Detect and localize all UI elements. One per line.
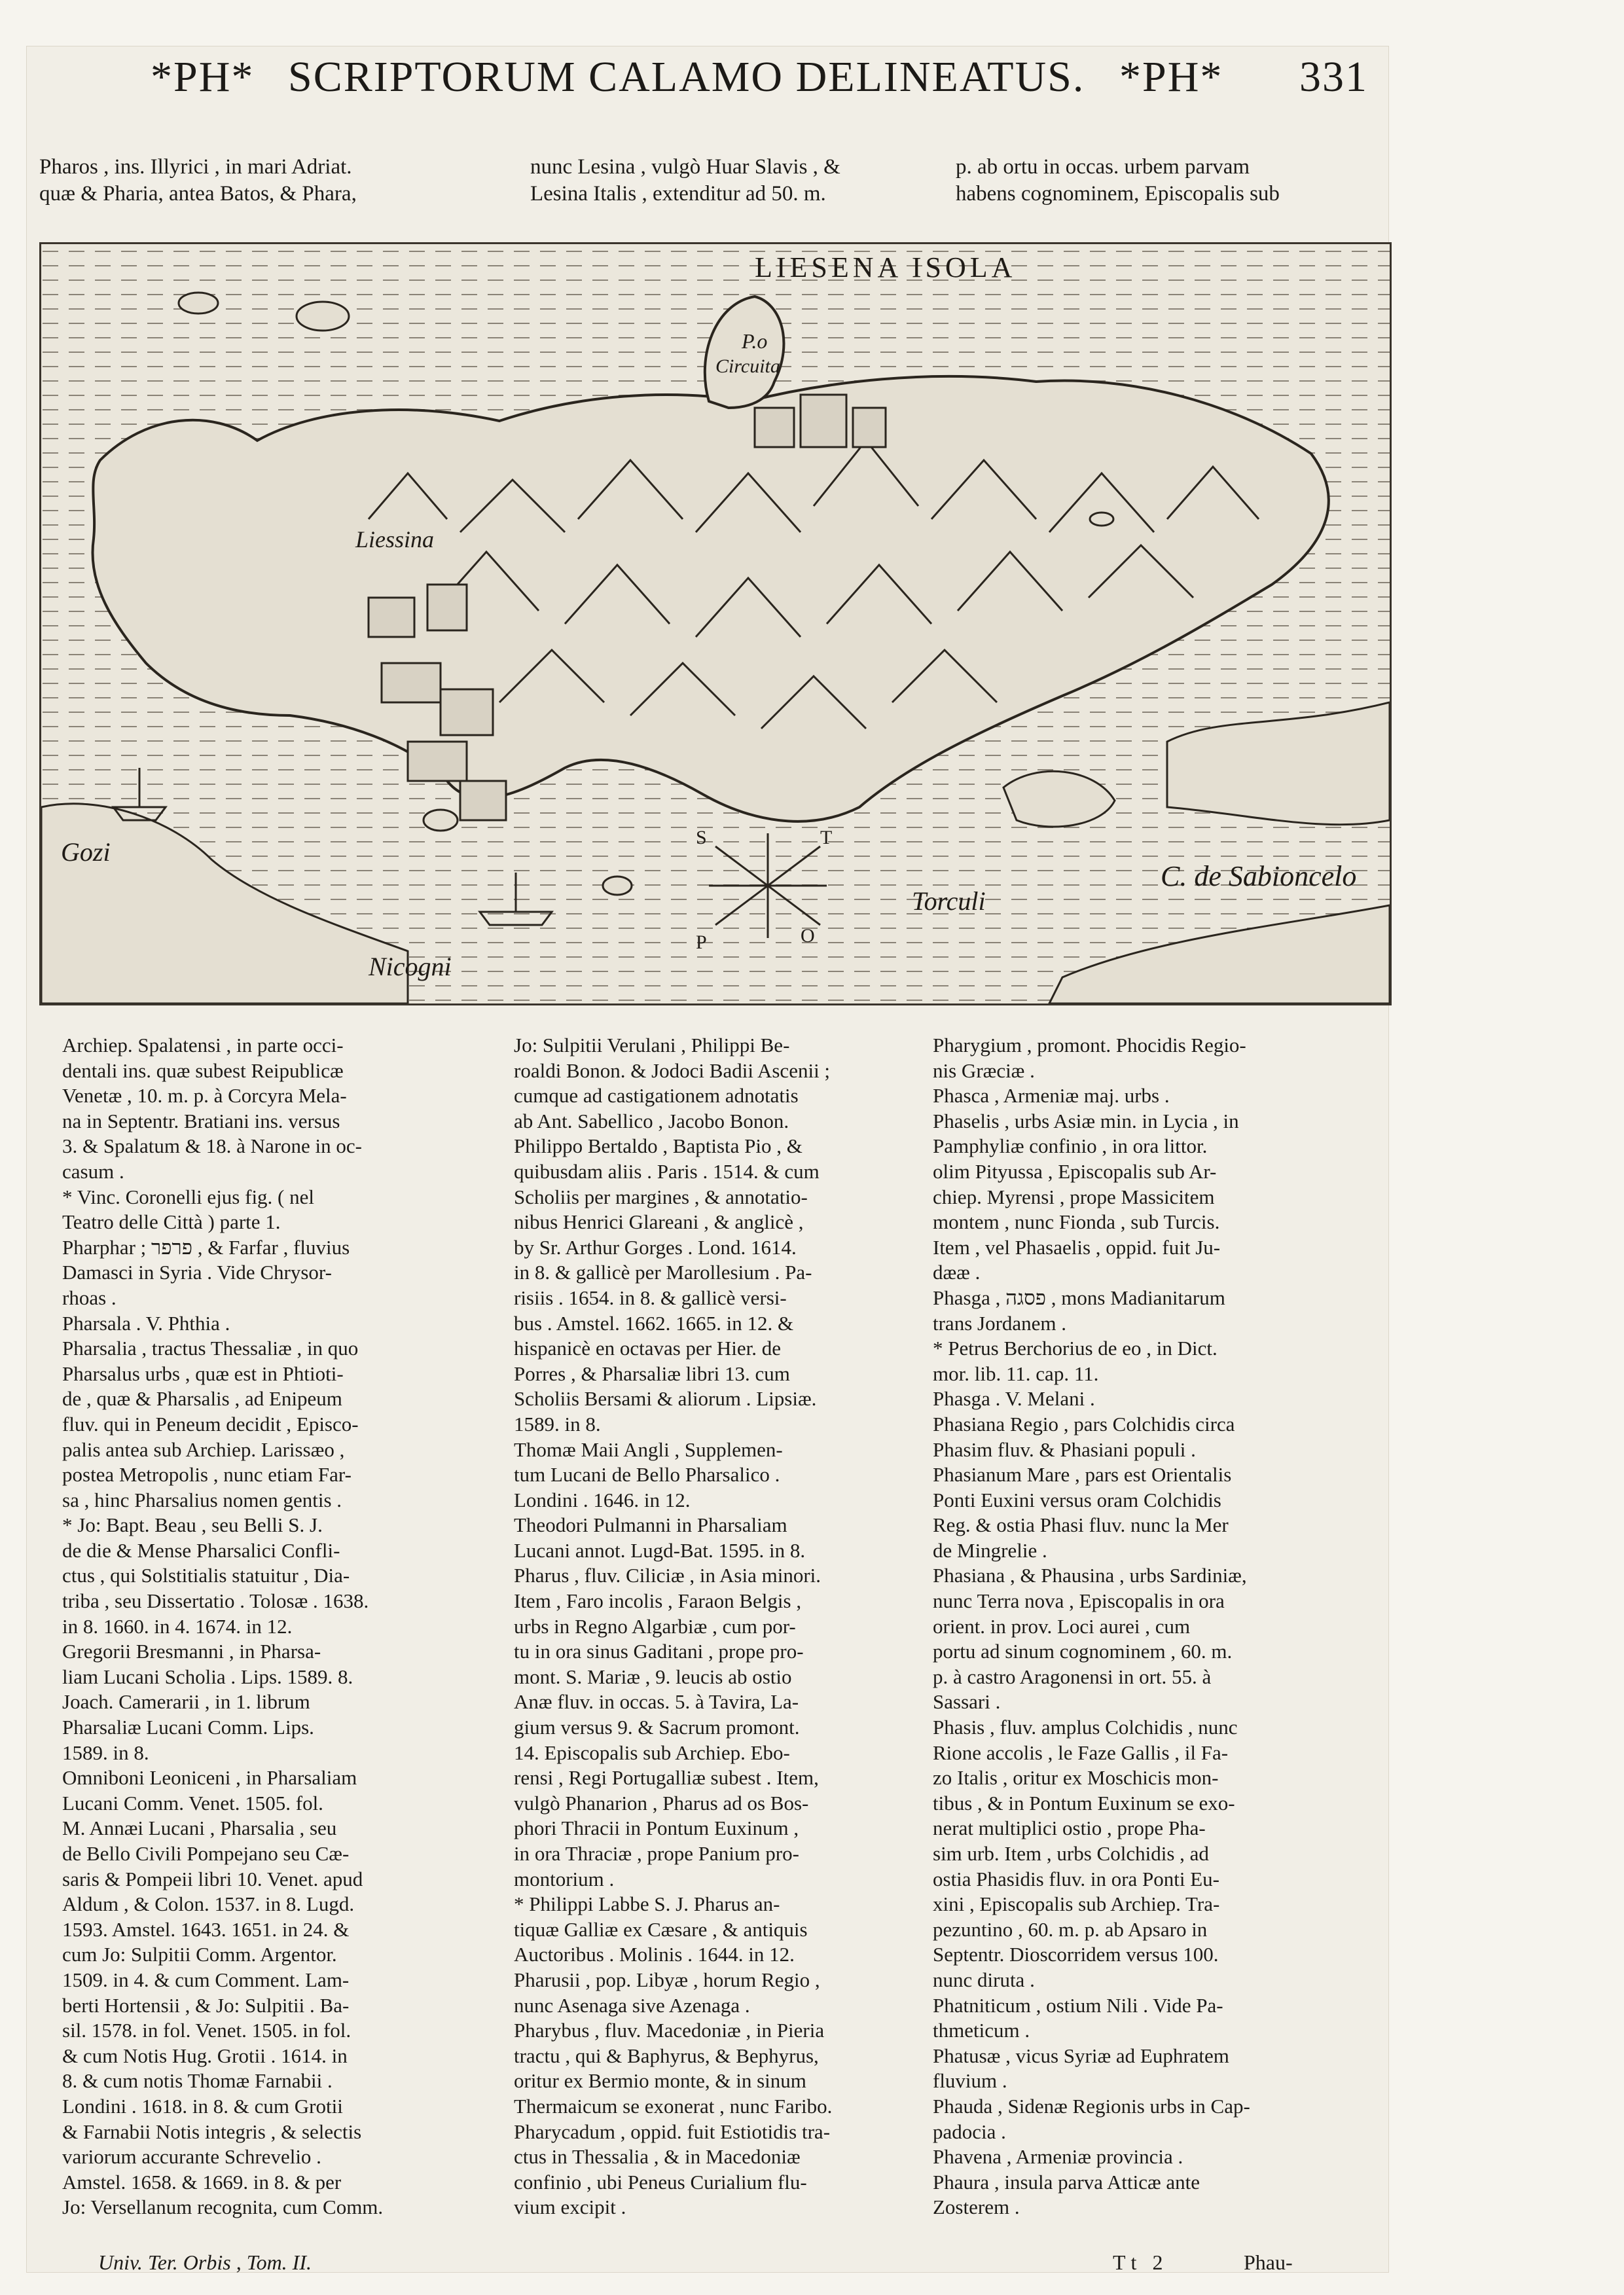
text-line: 1509. in 4. & cum Comment. Lam- [62, 1968, 350, 1991]
text-line: Pharsaliæ Lucani Comm. Lips. [62, 1716, 314, 1739]
text-line: Pharphar ; פרפר , & Farfar , fluvius [62, 1235, 350, 1259]
text-line: Phavena , Armeniæ provincia . [933, 2145, 1183, 2169]
text-line: tum Lucani de Bello Pharsalico . [514, 1463, 780, 1487]
text-line: nunc diruta . [933, 1968, 1035, 1991]
text-line: in 8. & gallicè per Marollesium . Pa- [514, 1261, 812, 1284]
column-2 [514, 1033, 913, 2220]
text-line: ostia Phasidis fluv. in ora Ponti Eu- [933, 1867, 1219, 1890]
text-line: fluvium . [933, 2069, 1007, 2093]
text-line: trans Jordanem . [933, 1311, 1067, 1335]
text-line: bus . Amstel. 1662. 1665. in 12. & [514, 1311, 794, 1335]
text-line: nunc Lesina , vulgò Huar Slavis , & [530, 155, 840, 179]
text-line: 1593. Amstel. 1643. 1651. in 24. & [62, 1917, 350, 1941]
text-line: pezuntino , 60. m. p. ab Apsaro in [933, 1917, 1208, 1941]
text-line: by Sr. Arthur Gorges . Lond. 1614. [514, 1235, 797, 1259]
text-line: in ora Thraciæ , prope Panium pro- [514, 1842, 799, 1865]
text-line: Sassari . [933, 1690, 1001, 1714]
text-line: portu ad sinum cognominem , 60. m. [933, 1640, 1233, 1663]
text-line: Auctoribus . Molinis . 1644. in 12. [514, 1943, 795, 1966]
text-line: berti Hortensii , & Jo: Sulpitii . Ba- [62, 1993, 350, 2017]
text-line: p. à castro Aragonensi in ort. 55. à [933, 1665, 1212, 1688]
text-line: & cum Notis Hug. Grotii . 1614. in [62, 2044, 348, 2067]
footer-volume: Univ. Ter. Orbis , Tom. II. [98, 2250, 312, 2274]
signature-mark: Tt 2 [1113, 2250, 1168, 2274]
text-line: Item , vel Phasaelis , oppid. fuit Ju- [933, 1235, 1221, 1259]
running-head-lead: *PH* [151, 53, 255, 101]
text-line: Phasga . V. Melani . [933, 1387, 1095, 1411]
text-line: Pharygium , promont. Phocidis Regio- [933, 1034, 1246, 1057]
text-line: Pharusii , pop. Libyæ , horum Regio , [514, 1968, 820, 1991]
text-line: Rione accolis , le Faze Gallis , il Fa- [933, 1741, 1229, 1764]
text-line: Gregorii Bresmanni , in Pharsa- [62, 1640, 321, 1663]
text-line: chiep. Myrensi , prope Massicitem [933, 1185, 1215, 1208]
text-line: nibus Henrici Glareani , & anglicè , [514, 1210, 804, 1234]
text-line: hispanicè en octavas per Hier. de [514, 1337, 781, 1360]
text-line: de Mingrelie . [933, 1538, 1047, 1562]
text-line: sim urb. Item , urbs Colchidis , ad [933, 1842, 1209, 1865]
text-line: Jo: Sulpitii Verulani , Philippi Be- [514, 1034, 790, 1057]
islet [424, 810, 458, 831]
text-line: Phaura , insula parva Atticæ ante [933, 2170, 1200, 2194]
text-line: mor. lib. 11. cap. 11. [933, 1362, 1099, 1385]
text-line: confinio , ubi Peneus Curialium flu- [514, 2170, 807, 2194]
text-line: vulgò Phanarion , Pharus ad os Bos- [514, 1791, 809, 1815]
text-line: nunc Terra nova , Episcopalis in ora [933, 1589, 1225, 1613]
text-line: Pharybus , fluv. Macedoniæ , in Pieria [514, 2019, 825, 2042]
text-line: * Philippi Labbe S. J. Pharus an- [514, 1892, 780, 1916]
column-3 [933, 1033, 1339, 2220]
text-line: in 8. 1660. in 4. 1674. in 12. [62, 1614, 293, 1638]
compass-letter: S [696, 827, 707, 848]
text-line: phori Thracii in Pontum Euxinum , [514, 1816, 799, 1840]
text-line: cum Jo: Sulpitii Comm. Argentor. [62, 1943, 337, 1966]
text-line: ctus , qui Solstitialis statuitur , Dia- [62, 1564, 350, 1587]
text-line: xini , Episcopalis sub Archiep. Tra- [933, 1892, 1220, 1916]
text-line: ab Ant. Sabellico , Jacobo Bonon. [514, 1109, 789, 1132]
text-line: sil. 1578. in fol. Venet. 1505. in fol. [62, 2019, 352, 2042]
intro-col-3 [956, 154, 1375, 208]
text-line: Septentr. Dioscorridem versus 100. [933, 1943, 1219, 1966]
text-line: Scholiis per margines , & annotatio- [514, 1185, 808, 1208]
text-line: na in Septentr. Bratiani ins. versus [62, 1109, 340, 1132]
text-line: Thermaicum se exonerat , nunc Faribo. [514, 2094, 833, 2118]
text-line: liam Lucani Scholia . Lips. 1589. 8. [62, 1665, 353, 1688]
text-line: Anæ fluv. in occas. 5. à Tavira, La- [514, 1690, 799, 1714]
text-line: & Farnabii Notis integris , & selectis [62, 2120, 362, 2143]
text-line: 1589. in 8. [62, 1741, 149, 1764]
text-line: Pharsala . V. Phthia . [62, 1311, 230, 1335]
text-line: rensi , Regi Portugalliæ subest . Item, [514, 1766, 819, 1790]
text-line: Jo: Versellanum recognita, cum Comm. [62, 2196, 384, 2219]
text-line: Pharos , ins. Illyrici , in mari Adriat. [39, 155, 352, 179]
text-line: Teatro delle Città ) parte 1. [62, 1210, 281, 1234]
text-line: Amstel. 1658. & 1669. in 8. & per [62, 2170, 342, 2194]
islet [603, 876, 632, 895]
islet [297, 302, 349, 331]
text-line: quæ & Pharia, antea Batos, & Phara, [39, 182, 357, 206]
text-line: Lesina Italis , extenditur ad 50. m. [530, 182, 826, 206]
page-title: SCRIPTORUM CALAMO DELINEATUS. [288, 53, 1085, 101]
text-line: Pharsalia , tractus Thessaliæ , in quo [62, 1337, 359, 1360]
text-line: 8. & cum notis Thomæ Farnabii . [62, 2069, 333, 2093]
text-line: oritur ex Bermio monte, & in sinum [514, 2069, 806, 2093]
text-line: Reg. & ostia Phasi fluv. nunc la Mer [933, 1513, 1229, 1537]
text-line: * Vinc. Coronelli ejus fig. ( nel [62, 1185, 315, 1208]
text-line: de die & Mense Pharsalici Confli- [62, 1538, 340, 1562]
text-line: Londini . 1618. in 8. & cum Grotii [62, 2094, 343, 2118]
text-line: * Petrus Berchorius de eo , in Dict. [933, 1337, 1218, 1360]
text-line: Item , Faro incolis , Faraon Belgis , [514, 1589, 802, 1613]
text-line: nerat multiplici ostio , prope Pha- [933, 1816, 1206, 1840]
compass-letter: P [696, 931, 707, 953]
text-line: sa , hinc Pharsalius nomen gentis . [62, 1488, 342, 1511]
running-head-trail: *PH* [1119, 53, 1223, 101]
text-line: Phasiana Regio , pars Colchidis circa [933, 1412, 1235, 1436]
text-line: Phasim fluv. & Phasiani populi . [933, 1437, 1196, 1461]
text-line: mont. S. Mariæ , 9. leucis ab ostio [514, 1665, 792, 1688]
text-line: montem , nunc Fionda , sub Turcis. [933, 1210, 1220, 1234]
text-line: casum . [62, 1159, 124, 1183]
text-line: triba , seu Dissertatio . Tolosæ . 1638. [62, 1589, 369, 1613]
text-line: Phauda , Sidenæ Regionis urbs in Cap- [933, 2094, 1250, 2118]
compass-letter: O [801, 925, 815, 947]
text-line: roaldi Bonon. & Jodoci Badii Ascenii ; [514, 1058, 831, 1082]
text-line: Phasiana , & Phausina , urbs Sardiniæ, [933, 1564, 1247, 1587]
text-line: Venetæ , 10. m. p. à Corcyra Mela- [62, 1084, 347, 1108]
text-line: tiquæ Galliæ ex Cæsare , & antiquis [514, 1917, 808, 1941]
text-line: M. Annæi Lucani , Pharsalia , seu [62, 1816, 337, 1840]
text-line: 14. Episcopalis sub Archiep. Ebo- [514, 1741, 790, 1764]
text-line: Phasianum Mare , pars est Orientalis [933, 1463, 1232, 1487]
text-line: Phatniticum , ostium Nili . Vide Pa- [933, 1993, 1223, 2017]
text-line: Joach. Camerarii , in 1. librum [62, 1690, 310, 1714]
text-line: Thomæ Maii Angli , Supplemen- [514, 1437, 783, 1461]
text-line: ctus in Thessalia , & in Macedoniæ [514, 2145, 801, 2169]
text-line: nunc Asenaga sive Azenaga . [514, 1993, 750, 2017]
text-line: variorum accurante Schrevelio . [62, 2145, 321, 2169]
text-line: Damasci in Syria . Vide Chrysor- [62, 1261, 332, 1284]
map-label-torculi: Torculi [912, 886, 986, 916]
text-line: tu in ora sinus Gaditani , prope pro- [514, 1640, 804, 1663]
intro-col-2 [530, 154, 923, 208]
intro-text [26, 154, 1375, 226]
text-line: Pamphyliæ confinio , in ora littor. [933, 1134, 1208, 1158]
text-line: dææ . [933, 1261, 981, 1284]
text-line: nis Græciæ . [933, 1058, 1035, 1082]
text-line: Omniboni Leoniceni , in Pharsaliam [62, 1766, 357, 1790]
text-line: gium versus 9. & Sacrum promont. [514, 1716, 800, 1739]
map-label-gozi: Gozi [61, 837, 111, 867]
map-engraving [39, 242, 1392, 1005]
text-line: Pharus , fluv. Ciliciæ , in Asia minori. [514, 1564, 821, 1587]
text-line: 1589. in 8. [514, 1412, 601, 1436]
text-line: cumque ad castigationem adnotatis [514, 1084, 799, 1108]
text-line: * Jo: Bapt. Beau , seu Belli S. J. [62, 1513, 323, 1537]
text-line: Phasga , פסגה , mons Madianitarum [933, 1286, 1225, 1309]
column-1 [62, 1033, 461, 2220]
text-line: de , quæ & Pharsalis , ad Enipeum [62, 1387, 342, 1411]
text-line: p. ab ortu in occas. urbem parvam [956, 155, 1250, 179]
map-label-sabioncelo: C. de Sabioncelo [1161, 860, 1357, 892]
text-line: risiis . 1654. in 8. & gallicè versi- [514, 1286, 787, 1309]
text-line: fluv. qui in Peneum decidit , Episco- [62, 1412, 359, 1436]
text-line: Ponti Euxini versus oram Colchidis [933, 1488, 1221, 1511]
text-line: padocia . [933, 2120, 1006, 2143]
map-title: LIESENA ISOLA [755, 251, 1017, 283]
running-head [151, 52, 1368, 105]
text-line: Archiep. Spalatensi , in parte occi- [62, 1034, 344, 1057]
text-line: tibus , & in Pontum Euxinum se exo- [933, 1791, 1235, 1815]
map-label-circuita: Circuita [715, 355, 780, 377]
text-line: rhoas . [62, 1286, 117, 1309]
compass-letter: T [820, 827, 833, 848]
map-label-town: Liessina [355, 526, 435, 552]
intro-col-1 [39, 154, 445, 208]
text-line: tractu , qui & Baphyrus, & Bephyrus, [514, 2044, 819, 2067]
text-line: urbs in Regno Algarbiæ , cum por- [514, 1614, 796, 1638]
body-columns [62, 1033, 1345, 2250]
text-line: orient. in prov. Loci aurei , cum [933, 1614, 1191, 1638]
text-line: dentali ins. quæ subest Reipublicæ [62, 1058, 344, 1082]
text-line: quibusdam aliis . Paris . 1514. & cum [514, 1159, 820, 1183]
text-line: Londini . 1646. in 12. [514, 1488, 691, 1511]
text-line: palis antea sub Archiep. Larissæo , [62, 1437, 345, 1461]
text-line: zo Italis , oritur ex Moschicis mon- [933, 1766, 1219, 1790]
text-line: Phaselis , urbs Asiæ min. in Lycia , in [933, 1109, 1239, 1132]
text-line: Scholiis Bersami & aliorum . Lipsiæ. [514, 1387, 817, 1411]
text-line: Porres , & Pharsaliæ libri 13. cum [514, 1362, 790, 1385]
text-line: olim Pityussa , Episcopalis sub Ar- [933, 1159, 1217, 1183]
text-line: Lucani Comm. Venet. 1505. fol. [62, 1791, 323, 1815]
page-footer [0, 2250, 1624, 2283]
text-line: 3. & Spalatum & 18. à Narone in oc- [62, 1134, 363, 1158]
text-line: Lucani annot. Lugd-Bat. 1595. in 8. [514, 1538, 806, 1562]
text-line: Pharsalus urbs , quæ est in Phtioti- [62, 1362, 344, 1385]
text-line: vium excipit . [514, 2196, 626, 2219]
text-line: montorium . [514, 1867, 615, 1890]
catchword: Phau- [1244, 2250, 1293, 2274]
page-number: 331 [1299, 53, 1368, 101]
islet [179, 293, 218, 314]
islet [1090, 513, 1113, 526]
text-line: saris & Pompeii libri 10. Venet. apud [62, 1867, 363, 1890]
map-label-port: P.o [742, 329, 768, 353]
text-line: Pharycadum , oppid. fuit Estiotidis tra- [514, 2120, 831, 2143]
text-line: Philippo Bertaldo , Baptista Pio , & [514, 1134, 803, 1158]
text-line: Aldum , & Colon. 1537. in 8. Lugd. [62, 1892, 355, 1916]
text-line: de Bello Civili Pompejano seu Cæ- [62, 1842, 350, 1865]
text-line: Theodori Pulmanni in Pharsaliam [514, 1513, 787, 1537]
text-line: Phatusæ , vicus Syriæ ad Euphratem [933, 2044, 1229, 2067]
text-line: habens cognominem, Episcopalis sub [956, 182, 1280, 206]
map-label-nicogni: Nicogni [369, 952, 452, 981]
text-line: Phasis , fluv. amplus Colchidis , nunc [933, 1716, 1238, 1739]
text-line: Zosterem . [933, 2196, 1020, 2219]
text-line: thmeticum . [933, 2019, 1030, 2042]
text-line: Phasca , Armeniæ maj. urbs . [933, 1084, 1170, 1108]
text-line: postea Metropolis , nunc etiam Far- [62, 1463, 352, 1487]
